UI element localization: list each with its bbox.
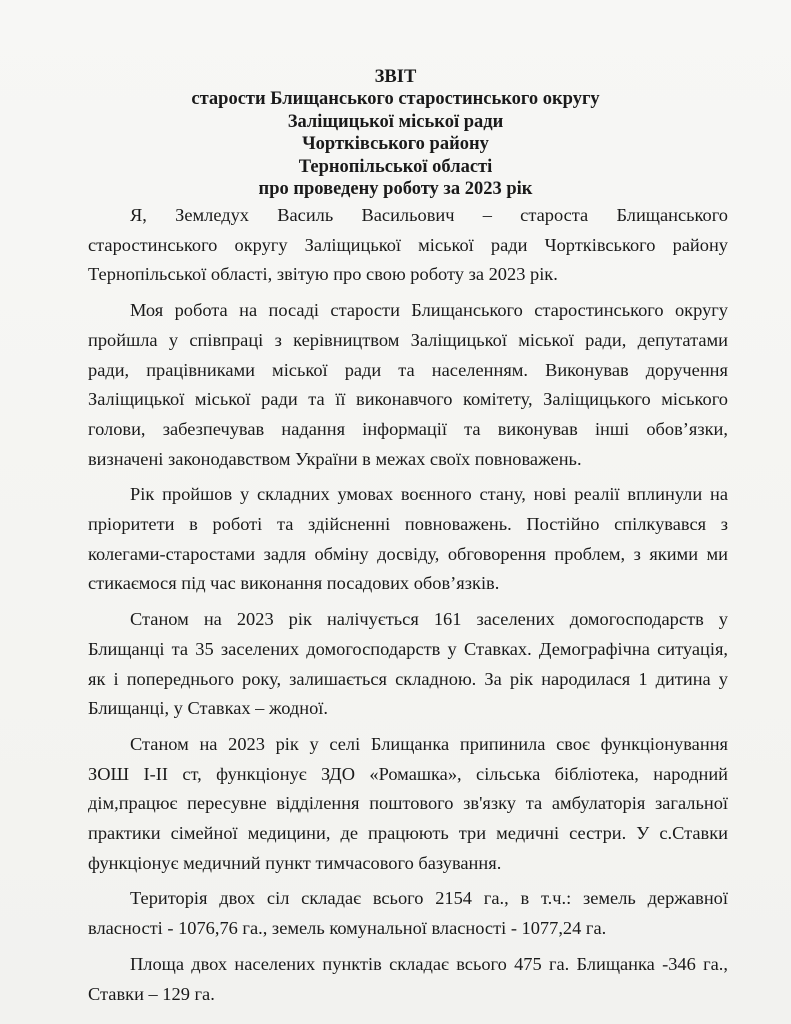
paragraph-line: Територія двох сіл складає всього 2154 га., в т.ч.: земель державної bbox=[130, 888, 728, 909]
paragraph-line: Я, Земледух Василь Васильович – староста Блищанського bbox=[130, 205, 728, 225]
paragraph-line: Станом на 2023 рік налічується 161 заселених домогосподарств у bbox=[130, 609, 728, 630]
paragraph-war-conditions bbox=[88, 480, 728, 599]
paragraph-line: Блищанці та 35 заселених домогосподарств у Ставках. Демографічна ситуація, bbox=[88, 638, 728, 659]
paragraph-line: Заліщицької міської ради та її виконавчого комітету, Заліщицького міського bbox=[88, 389, 728, 410]
paragraph-territory bbox=[88, 884, 728, 943]
heading-title: ЗВІТ bbox=[374, 67, 417, 87]
heading-subtitle-3: Чортківського району bbox=[302, 134, 489, 155]
heading-subtitle-5: про проведену роботу за 2023 рік bbox=[258, 179, 533, 200]
paragraph-line: як і попереднього року, залишається складною. За рік народилася 1 дитина у bbox=[88, 668, 728, 689]
paragraph-line: Рік пройшов у складних умовах воєнного стану, нові реалії вплинули на bbox=[130, 484, 728, 505]
paragraph-intro bbox=[88, 201, 728, 290]
heading-subtitle-1: старости Блищанського старостинського округу bbox=[191, 89, 600, 110]
paragraph-line: функціонує медичний пункт тимчасового базування. bbox=[88, 852, 502, 873]
paragraph-line: визначені законодавством України в межах своїх повноважень. bbox=[88, 448, 582, 469]
paragraph-line: голови, забезпечував надання інформації та виконував інші обов’язки, bbox=[88, 418, 728, 439]
paragraph-line: стикаємося під час виконання посадових обов’язків. bbox=[88, 573, 500, 594]
paragraph-line: Моя робота на посаді старости Блищанського старостинського округу bbox=[130, 300, 728, 321]
paragraph-line: Станом на 2023 рік у селі Блищанка припинила своє функціонування bbox=[130, 733, 728, 754]
report-heading bbox=[0, 66, 791, 200]
report-body bbox=[88, 201, 728, 1015]
paragraph-line: старостинського округу Заліщицької міської ради Чортківського району bbox=[88, 234, 728, 255]
paragraph-line: ЗОШ І-ІІ ст, функціонує ЗДО «Ромашка», сільська бібліотека, народний bbox=[88, 763, 728, 784]
heading-subtitle-2: Заліщицької міської ради bbox=[287, 111, 504, 132]
heading-subtitle-4: Тернопільської області bbox=[298, 156, 493, 177]
paragraph-demography bbox=[88, 605, 728, 724]
paragraph-line: Площа двох населених пунктів складає всього 475 га. Блищанка -346 га., bbox=[130, 953, 728, 974]
paragraph-line: практики сімейної медицини, де працюють три медичні сестри. У с.Ставки bbox=[88, 823, 728, 844]
paragraph-line: пройшла у співпраці з керівництвом Заліщицької міської ради, депутатами bbox=[88, 329, 728, 350]
paragraph-line: колегами-старостами задля обміну досвіду, обговорення проблем, з якими ми bbox=[88, 543, 728, 564]
paragraph-line: Ставки – 129 га. bbox=[88, 983, 215, 1004]
paragraph-line: Блищанці, у Ставках – жодної. bbox=[88, 698, 328, 719]
paragraph-line: дім,працює пересувне відділення поштового зв'язку та амбулаторія загальної bbox=[88, 793, 728, 814]
paragraph-work bbox=[88, 296, 728, 474]
paragraph-line: ради, працівниками міської ради та населенням. Виконував доручення bbox=[88, 359, 728, 380]
paragraph-line: Тернопільської області, звітую про свою роботу за 2023 рік. bbox=[88, 264, 558, 285]
paragraph-institutions bbox=[88, 730, 728, 879]
paragraph-line: пріоритети в роботі та здійсненні повноважень. Постійно спілкувався з bbox=[88, 514, 728, 535]
paragraph-line: власності - 1076,76 га., земель комунальної власності - 1077,24 га. bbox=[88, 918, 607, 939]
paragraph-area bbox=[88, 950, 728, 1009]
